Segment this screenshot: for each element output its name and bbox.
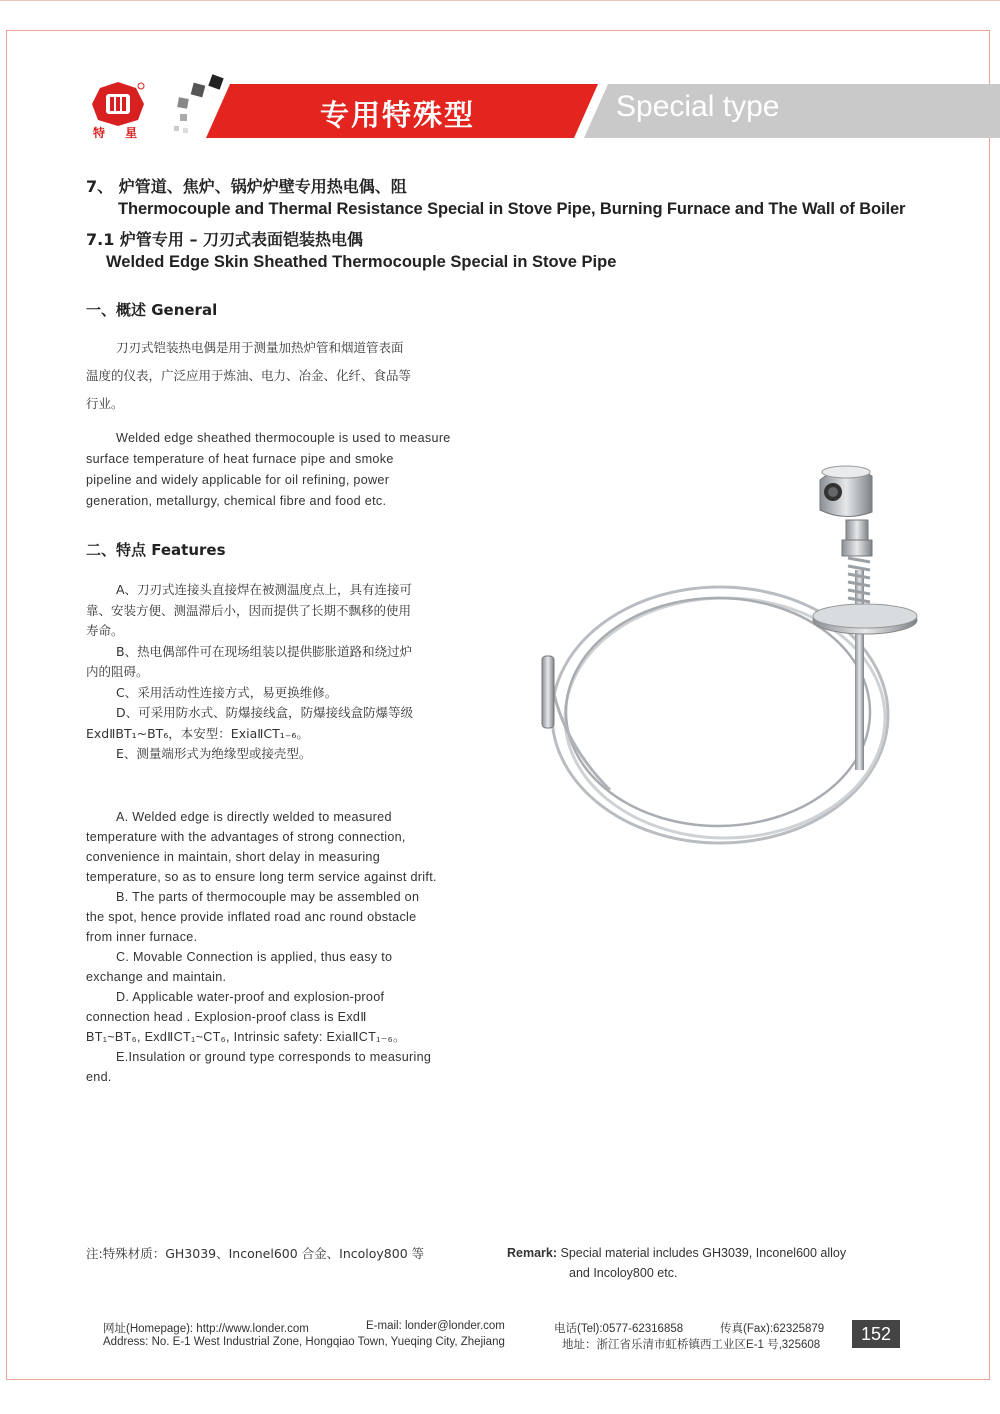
features-en-line: exchange and maintain. <box>86 970 227 984</box>
general-en-line: generation, metallurgy, chemical fibre and food etc. <box>86 494 387 508</box>
footer-fax: 传真(Fax):62325879 <box>720 1323 825 1335</box>
heading-7-cn: 7、 炉管道、焦炉、锅炉炉壁专用热电偶、阻 <box>86 177 407 196</box>
features-en-line: connection head . Explosion-proof class is ExdⅡ <box>86 1010 367 1024</box>
general-heading: 一、概述 General <box>86 301 218 319</box>
section-title-cn: 专用特殊型 <box>320 98 476 132</box>
features-heading: 二、特点 Features <box>86 541 226 559</box>
features-en-line: convenience in maintain, short delay in measuring <box>86 850 381 864</box>
features-cn-line: C、采用活动性连接方式，易更换维修。 <box>116 684 338 700</box>
features-en-line: B. The parts of thermocouple may be assembled on <box>116 890 420 904</box>
footer-address-en: Address: No. E-1 West Industrial Zone, Hongqiao Town, Yueqing City, Zhejiang <box>103 1336 505 1348</box>
general-cn-line: 温度的仪表，广泛应用于炼油、电力、冶金、化纤、食品等 <box>86 368 412 383</box>
remark-label: Remark: <box>507 1246 558 1260</box>
general-en-paragraph <box>86 428 462 512</box>
features-cn-line: D、可采用防水式、防爆接线盒，防爆接线盒防爆等级 <box>116 705 414 720</box>
features-en-line: end. <box>86 1070 112 1084</box>
features-cn-line: 寿命。 <box>86 623 124 638</box>
features-cn-line: E、测量端形式为绝缘型或接壳型。 <box>116 746 312 761</box>
footer-homepage[interactable]: 网址(Homepage): http://www.londer.com <box>103 1323 309 1335</box>
features-cn-line: B、热电偶部件可在现场组装以提供膨胀道路和绕过炉 <box>116 643 413 659</box>
general-cn-paragraph <box>86 334 462 418</box>
heading-7-1-en: Welded Edge Skin Sheathed Thermocouple Special in Stove Pipe <box>106 253 617 271</box>
features-en-line: E.Insulation or ground type corresponds to measuring <box>116 1050 432 1064</box>
special-material-note-en <box>507 1243 917 1283</box>
features-en-line: the spot, hence provide inflated road anc round obstacle <box>86 910 417 924</box>
general-cn-line: 刀刃式铠装热电偶是用于测量加热炉管和烟道管表面 <box>116 340 404 355</box>
features-en-paragraph <box>86 807 462 1087</box>
general-en-line: surface temperature of heat furnace pipe and smoke <box>86 452 394 466</box>
features-cn-line: 内的阻碍。 <box>86 664 149 679</box>
thermocouple-product-image <box>520 460 940 900</box>
remark-text-2: and Incoloy800 etc. <box>569 1266 678 1280</box>
brand-logo-text: 特 星 <box>93 126 146 140</box>
remark-text: Special material includes GH3039, Inconel600 alloy <box>560 1246 847 1260</box>
page-number: 152 <box>852 1320 900 1348</box>
features-en-line: temperature with the advantages of strong connection, <box>86 830 406 844</box>
features-en-line: from inner furnace. <box>86 930 198 944</box>
features-en-line: D. Applicable water-proof and explosion-proof <box>116 990 385 1004</box>
special-material-note-cn: 注:特殊材质：GH3039、Inconel600 合金、Incoloy800 等 <box>86 1246 425 1261</box>
features-cn-paragraph <box>86 580 462 765</box>
footer-tel: 电话(Tel):0577-62316858 <box>554 1323 684 1335</box>
footer-email[interactable]: E-mail: londer@londer.com <box>366 1320 505 1332</box>
general-en-line: pipeline and widely applicable for oil refining, power <box>86 473 390 487</box>
features-en-line: A. Welded edge is directly welded to measured <box>116 810 392 824</box>
section-title-en: Special type <box>616 90 780 123</box>
features-cn-line: 靠、安装方便、测温滞后小，因而提供了长期不飘移的使用 <box>86 602 412 618</box>
heading-7-en: Thermocouple and Thermal Resistance Special in Stove Pipe, Burning Furnace and The Wall of Boiler <box>118 200 906 218</box>
features-en-line: BT₁~BT₆, ExdⅡCT₁~CT₆, Intrinsic safety: ExiaⅡCT₁₋₆。 <box>86 1030 406 1044</box>
general-cn-line: 行业。 <box>86 396 124 411</box>
general-en-line: Welded edge sheathed thermocouple is used to measure <box>116 431 451 445</box>
footer-address-cn: 地址：浙江省乐清市虹桥镇西工业区E-1 号,325608 <box>562 1339 821 1351</box>
features-en-line: temperature, so as to ensure long term service against drift. <box>86 870 437 884</box>
features-cn-line: A、刀刃式连接头直接焊在被测温度点上，具有连接可 <box>116 582 413 597</box>
features-en-line: C. Movable Connection is applied, thus easy to <box>116 950 393 964</box>
heading-7-1-cn: 7.1 炉管专用 – 刀刃式表面铠装热电偶 <box>86 230 364 249</box>
features-cn-line: ExdⅡBT₁~BT₆，本安型：ExiaⅡCT₁₋₆。 <box>86 725 309 741</box>
